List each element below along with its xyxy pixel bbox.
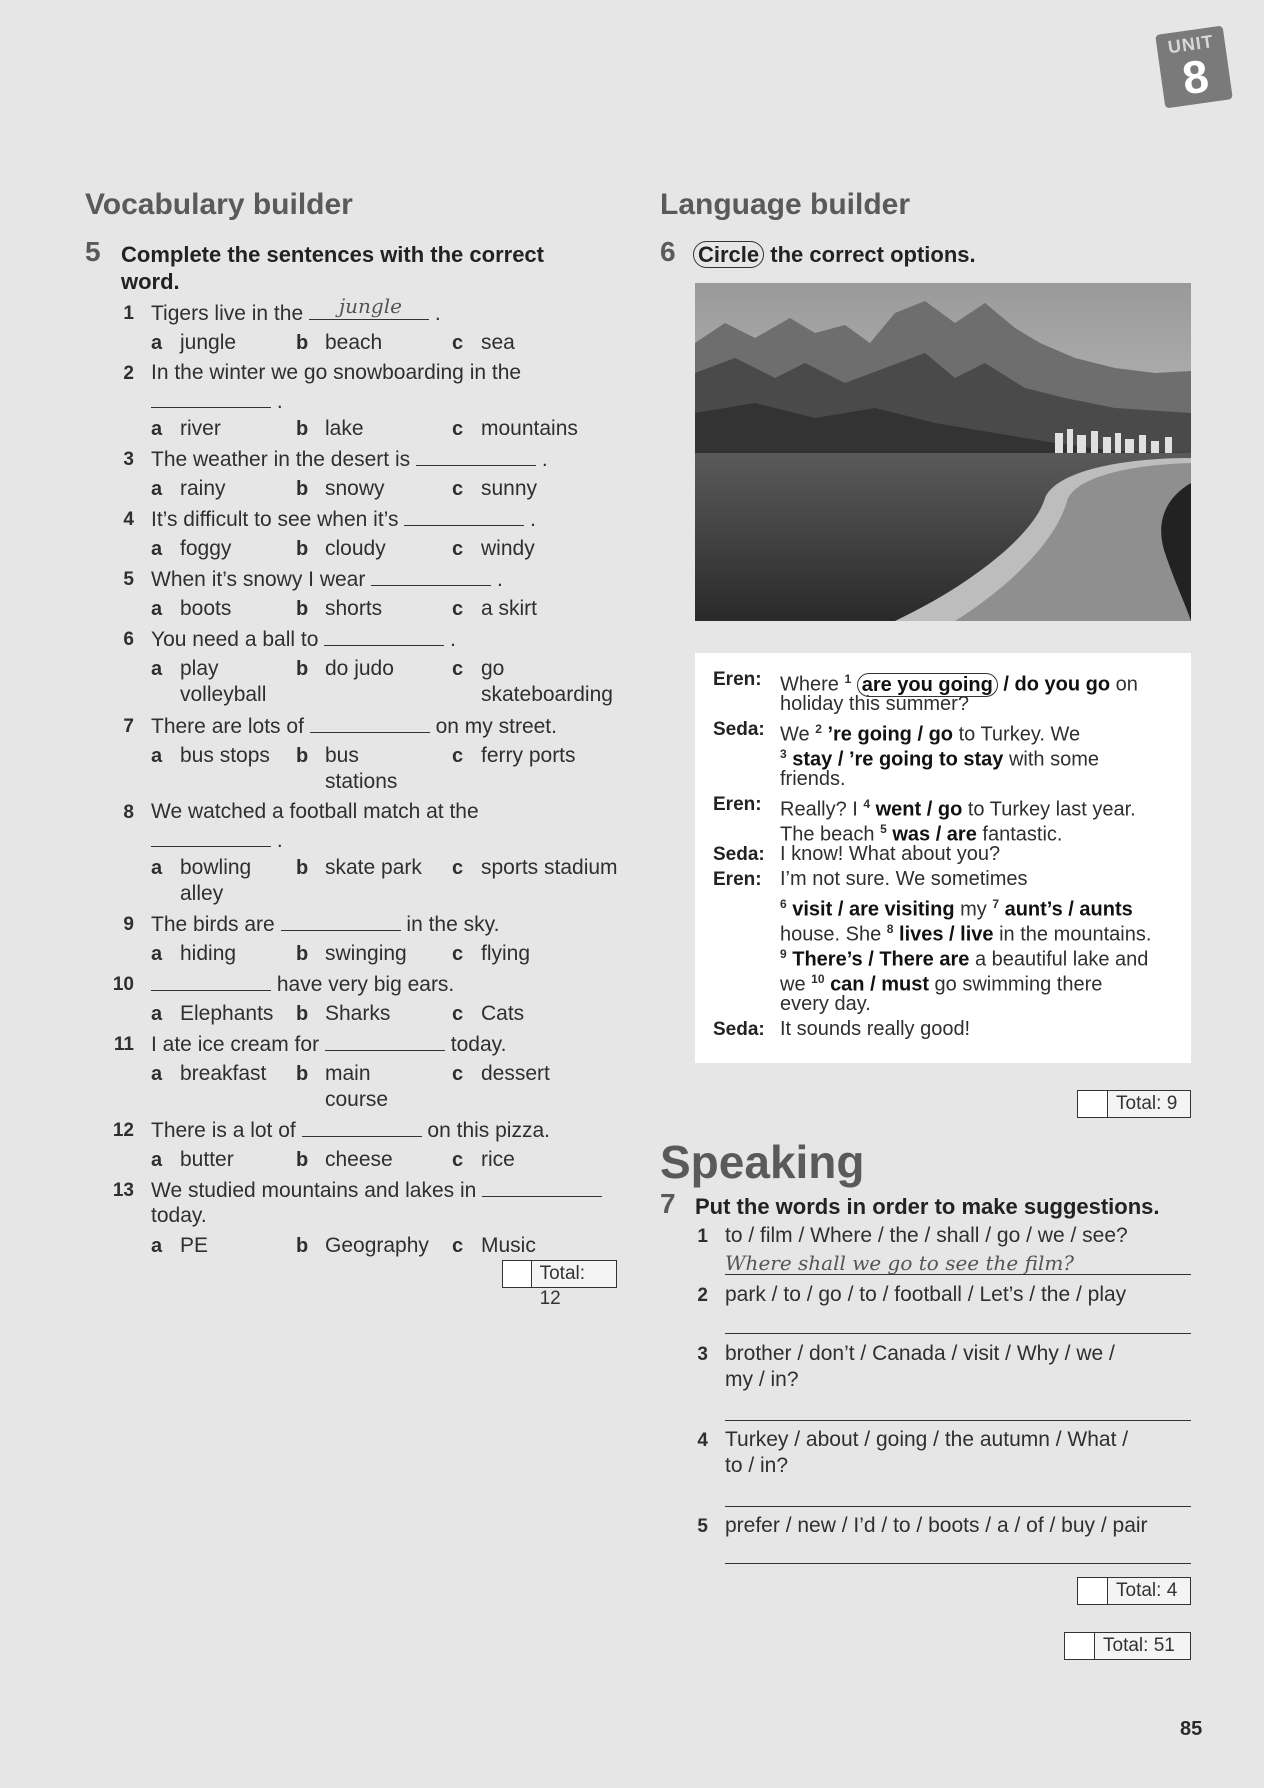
option[interactable]: was / are [892,823,977,846]
dialog-line: I know! What about you? [780,843,1001,865]
option-c[interactable]: Music [481,1234,536,1257]
option-letter-a: a [151,478,163,500]
question-text [151,388,283,415]
option-letter-b: b [296,943,309,965]
option-letter-c: c [452,538,464,560]
language-instruction [693,241,976,268]
option-b-continued: course [325,1088,389,1111]
item-number: 5 [697,1516,708,1537]
dialog-text: house. She [780,923,882,946]
unit-badge [1155,26,1233,109]
option[interactable]: visit / are visiting [792,898,955,921]
option-a[interactable]: foggy [180,537,232,560]
dialog-text: We [780,723,810,746]
answer-blank[interactable] [325,1031,445,1051]
page-number: 85 [1180,1718,1203,1740]
question-post: . [276,829,283,852]
option-letter-b: b [296,598,309,620]
option[interactable]: do you go [1014,673,1111,696]
jumbled-words: to / film / Where / the / shall / go / we / see? [725,1224,1128,1247]
dialog-text: Really? I [780,798,858,821]
option-a[interactable]: jungle [180,331,237,354]
option[interactable]: ’re going / go [827,723,953,746]
option-letter-c: c [452,332,464,354]
option-a[interactable]: butter [180,1148,234,1171]
question-text [151,799,479,825]
question-number: 11 [113,1034,134,1055]
answer-line[interactable] [725,1506,1191,1507]
question-number: 12 [112,1120,134,1141]
option-c[interactable]: dessert [481,1062,550,1085]
unit-label: UNIT [1166,31,1215,58]
question-pre: You need a ball to [151,628,319,651]
grand-total-label: Total: 51 [1103,1635,1175,1656]
option-letter-a: a [151,745,163,767]
question-post: . [450,628,456,651]
option-a[interactable]: hiding [180,942,237,965]
dialog-line: I’m not sure. We sometimes [780,868,1028,890]
vocab-instruction-line-1: Complete the sentences with the correct [121,242,544,267]
gap-number: 5 [880,822,887,836]
option-b[interactable]: shorts [325,597,383,620]
beach-mountain-photo [695,283,1191,621]
dialog-text: we [780,973,806,996]
speaker-seda: Seda: [713,844,765,865]
option-letter-a: a [151,857,163,879]
option-c[interactable]: go [481,657,505,680]
score-box[interactable] [503,1261,532,1287]
answer-blank[interactable] [151,827,271,847]
answer-blank[interactable] [151,388,271,408]
question-post: . [530,508,536,531]
question-number: 3 [123,449,134,470]
question-number: 5 [123,569,134,590]
vocab-exercise-number: 5 [85,236,101,267]
gap-number: 7 [992,897,1000,911]
question-number: 4 [123,509,134,530]
option-b[interactable]: main [325,1062,371,1085]
question-pre: The weather in the desert is [151,448,411,471]
option-letter-c: c [452,857,464,879]
jumbled-words: Turkey / about / going / the autumn / What / [725,1428,1129,1451]
option-a[interactable]: bowling [180,856,252,879]
unit-number: 8 [1179,49,1212,105]
option-a[interactable]: breakfast [180,1062,267,1085]
item-number: 1 [697,1226,708,1247]
option-letter-b: b [296,1235,309,1257]
vocab-total [502,1260,617,1309]
vocab-total-label: Total: 12 [539,1263,586,1309]
dialog-line: friends. [780,768,846,790]
jumbled-words: park / to / go / to / football / Let’s / the / play [725,1283,1127,1306]
gap-number: 3 [780,747,787,761]
option[interactable]: went / go [875,798,963,821]
question-text [151,1177,602,1204]
option-letter-a: a [151,538,163,560]
gap-number: 4 [863,797,871,811]
answer-line[interactable] [725,1274,1191,1275]
dialog-text: go swimming there [934,973,1103,996]
option[interactable]: stay / ’re going to stay [792,748,1004,771]
answer-line[interactable] [725,1333,1191,1334]
option-letter-b: b [296,332,309,354]
question-post: in the sky. [406,913,500,936]
option-letter-c: c [452,745,464,767]
option-letter-a: a [151,1063,163,1085]
vocab-instruction-line-2: word. [121,269,180,294]
speaking-title: Speaking [660,1136,865,1188]
speaking-exercise-number: 7 [660,1188,676,1219]
question-post: on this pizza. [427,1119,550,1142]
speaker-seda: Seda: [713,1019,765,1040]
answer-blank[interactable] [309,294,429,320]
option-letter-a: a [151,418,163,440]
option-letter-b: b [296,1149,309,1171]
option-a[interactable]: Elephants [180,1002,274,1025]
circle-word: Circle [693,241,764,268]
answer-blank[interactable] [404,506,524,526]
gap-number: 9 [780,947,787,961]
question-number: 8 [123,802,134,823]
question-post: . [497,568,503,591]
option-letter-c: c [452,1235,464,1257]
option-c[interactable]: ferry ports [481,744,576,767]
option-letter-a: a [151,658,163,680]
question-text [151,446,548,473]
answer-blank[interactable] [302,1117,422,1137]
question-pre: It’s difficult to see when it’s [151,508,399,531]
question-text [151,1117,550,1144]
option-b-continued: stations [325,770,398,793]
grand-total [1064,1632,1191,1660]
dialog-text: in the mountains. [999,923,1152,946]
option[interactable]: There’s / There are [792,948,970,971]
question-text [151,566,503,593]
question-post: on my street. [435,715,557,738]
question-pre: I ate ice cream for [151,1033,320,1056]
option-a[interactable]: boots [180,597,232,620]
option-letter-c: c [452,478,464,500]
question-text [151,827,283,854]
question-text [151,1031,506,1058]
gap-number: 10 [811,972,825,986]
option-letter-c: c [452,658,464,680]
language-instruction-rest: the correct options. [770,242,976,267]
speaking-total-label: Total: 4 [1116,1580,1178,1601]
option-letter-a: a [151,943,163,965]
option-separator: / [1003,673,1009,696]
gap-number: 1 [844,672,852,686]
option-b[interactable]: snowy [325,477,385,500]
option-a-continued: alley [180,882,224,905]
question-number: 10 [112,974,134,995]
option-letter-b: b [296,658,309,680]
question-text [151,713,557,740]
question-text [151,971,454,998]
language-total-label: Total: 9 [1116,1093,1178,1114]
score-box[interactable] [1078,1578,1108,1604]
option-b[interactable]: cheese [325,1148,393,1171]
option-c[interactable]: sunny [481,477,538,500]
score-box[interactable] [1065,1633,1095,1659]
question-pre: There are lots of [151,715,304,738]
answer-blank[interactable] [281,911,401,931]
question-post: . [276,390,283,413]
option-letter-b: b [296,418,309,440]
question-post: . [541,448,548,471]
option-letter-c: c [452,1149,464,1171]
answer-blank[interactable] [151,971,271,991]
dialog-text: Where [780,673,839,696]
speaker-eren: Eren: [713,869,762,890]
option-a[interactable]: play [180,657,219,680]
jumbled-words-continued: my / in? [725,1368,799,1391]
question-pre: We studied mountains and lakes in [151,1179,477,1202]
option-b[interactable]: skate park [325,856,422,879]
gap-number: 8 [886,922,894,936]
option-c[interactable]: windy [481,537,535,560]
jumbled-words: prefer / new / I’d / to / boots / a / of / buy / pair [725,1514,1148,1537]
option-b[interactable]: cloudy [325,537,386,560]
option-letter-a: a [151,598,163,620]
option-letter-a: a [151,1235,163,1257]
question-text [151,911,499,938]
answer-blank[interactable] [310,713,430,733]
question-pre: The birds are [151,913,275,936]
score-box[interactable] [1078,1091,1108,1117]
option-a[interactable]: rainy [180,477,226,500]
question-pre: We watched a football match at the [151,800,479,823]
option-b[interactable]: lake [325,417,364,440]
speaker-seda: Seda: [713,719,765,740]
option-c[interactable]: flying [481,942,531,965]
option-c-continued: skateboarding [481,683,613,706]
speaking-instruction: Put the words in order to make suggestions. [695,1194,1160,1219]
question-text [151,294,441,327]
dialog-text: on [1115,673,1138,696]
jumbled-words: brother / don’t / Canada / visit / Why / we / [725,1342,1115,1365]
language-exercise-number: 6 [660,236,676,267]
option-letter-b: b [296,745,309,767]
question-number: 9 [123,914,134,935]
option-a[interactable]: PE [180,1234,209,1257]
option-b[interactable]: do judo [325,657,394,680]
option-b[interactable]: Geography [325,1234,429,1257]
answer-blank[interactable] [416,446,536,466]
option-b[interactable]: Sharks [325,1002,391,1025]
dialog-text: fantastic. [982,823,1063,846]
option-letter-a: a [151,1003,163,1025]
option-a-continued: volleyball [180,683,267,706]
answer-line[interactable] [725,1563,1191,1564]
question-pre: In the winter we go snowboarding in the [151,361,522,384]
vocab-title: Vocabulary builder [85,188,353,221]
dialog-text: to Turkey last year. [967,798,1136,821]
gap-number: 2 [815,722,822,736]
dialog-text: my [960,898,987,921]
option-letter-b: b [296,857,309,879]
dialog-line: holiday this summer? [780,693,969,715]
item-number: 4 [697,1430,708,1451]
answer-blank[interactable] [324,626,444,646]
answer-blank[interactable] [371,566,491,586]
option-letter-c: c [452,1003,464,1025]
question-post: have very big ears. [276,973,455,996]
option-b[interactable]: bus [325,744,359,767]
option-letter-c: c [452,1063,464,1085]
speaking-total [1077,1577,1191,1605]
dialog-text: The beach [780,823,875,846]
option-c[interactable]: a skirt [481,597,538,620]
question-pre: When it’s snowy I wear [151,568,366,591]
option-letter-c: c [452,943,464,965]
handwritten-answer: Where shall we go to see the film? [725,1251,1075,1275]
question-text [151,360,521,386]
option-c[interactable]: Cats [481,1002,525,1025]
vocab-instruction [121,241,544,295]
question-pre: Tigers live in the [151,302,304,325]
question-number: 1 [123,303,134,324]
question-number: 2 [123,363,134,384]
option-b[interactable]: swinging [325,942,407,965]
option[interactable]: aunt’s / aunts [1004,898,1133,921]
option-letter-b: b [296,1063,309,1085]
question-number: 13 [112,1180,134,1201]
dialog-box [695,653,1191,1063]
jumbled-words-continued: to / in? [725,1454,789,1477]
answer-blank[interactable] [482,1177,602,1197]
option-letter-c: c [452,418,464,440]
option-letter-b: b [296,538,309,560]
dialog-text: to Turkey. We [958,723,1081,746]
option[interactable]: can / must [830,973,929,996]
option-c[interactable]: sea [481,331,515,354]
option-b[interactable]: beach [325,331,383,354]
answer-line[interactable] [725,1420,1191,1421]
option-c[interactable]: mountains [481,417,578,440]
option-letter-a: a [151,332,163,354]
question-pre: There is a lot of [151,1119,296,1142]
option-letter-c: c [452,598,464,620]
option-a[interactable]: river [180,417,221,440]
option-letter-b: b [296,478,309,500]
question-text [151,626,456,653]
option-circled[interactable]: are you going [857,673,998,697]
item-number: 3 [697,1344,708,1365]
question-post: today. [151,1204,207,1227]
question-number: 6 [123,629,134,650]
option-letter-b: b [296,1003,309,1025]
dialog-line: It sounds really good! [780,1018,971,1040]
question-text [151,1203,207,1229]
speaker-eren: Eren: [713,794,762,815]
question-post: . [434,302,441,325]
question-post: today. [450,1033,507,1056]
option-a[interactable]: bus stops [180,744,270,767]
question-text [151,506,536,533]
language-total [1077,1090,1191,1118]
handwritten-answer: jungle [338,294,402,318]
option[interactable]: lives / live [899,923,994,946]
language-title: Language builder [660,188,911,221]
speaker-eren: Eren: [713,669,762,690]
option-c[interactable]: sports stadium [481,856,618,879]
gap-number: 6 [780,897,787,911]
dialog-line: every day. [780,993,871,1015]
item-number: 2 [697,1285,708,1306]
option-c[interactable]: rice [481,1148,515,1171]
option-letter-a: a [151,1149,163,1171]
dialog-text: a beautiful lake and [974,948,1149,971]
dialog-text: with some [1008,748,1100,771]
question-number: 7 [123,716,134,737]
